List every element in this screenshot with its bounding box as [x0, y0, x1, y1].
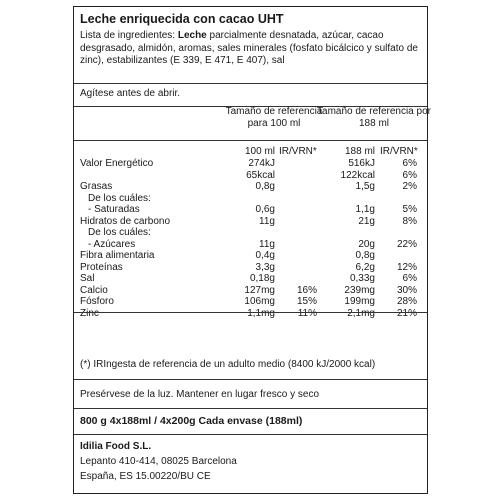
nutrient-value-ir188: 8% — [402, 215, 417, 227]
footnote: (*) IRIngesta de referencia de un adulto medio (8400 kJ/2000 kcal) — [80, 359, 376, 370]
nutrient-value-ir188: 5% — [402, 204, 417, 215]
nutrient-value-v188: 122kcal — [340, 169, 375, 181]
storage-note: Presérvese de la luz. Mantener en lugar fresco y seco — [80, 389, 320, 400]
nutrient-value-ir188: 6% — [402, 169, 417, 181]
product-title: Leche enriquecida con cacao UHT — [80, 12, 284, 26]
nutrient-value-ir188: 21% — [396, 307, 417, 319]
nutrient-value-v188: 239mg — [344, 284, 375, 296]
nutrient-value-v188: 0,8g — [355, 250, 375, 261]
ref-100-header-1: Tamaño de referencia — [225, 106, 323, 117]
ref-188-header-2: 188 ml — [358, 118, 389, 129]
nutrient-label: Fósforo — [80, 296, 114, 307]
col-irvrn-2-header: IR/VRN* — [380, 146, 418, 157]
shake-note: Agítese antes de abrir. — [80, 88, 181, 99]
nutrient-value-ir188: 22% — [396, 238, 417, 250]
nutrient-value-v100: 0,8g — [255, 181, 275, 192]
nutrient-label: - Saturadas — [88, 204, 140, 215]
nutrient-label: Calcio — [80, 284, 108, 296]
nutrient-value-v188: 20g — [358, 238, 375, 250]
nutrient-value-v188: 0,33g — [349, 273, 375, 284]
nutrient-label: Sal — [80, 273, 95, 284]
ingredients-prefix: Lista de ingredientes: — [80, 30, 178, 41]
ingredients-highlight: Leche — [177, 30, 207, 41]
ingredients-rest: parcialmente desnatada, azúcar, cacao desgrasado, almidón, aromas, sales minerales (fosfato bicálcico y sulfato de zinc), estabilizantes (E 339, E 471, E 407), sal — [80, 30, 418, 66]
nutrient-value-v188: 1,1g — [355, 204, 375, 215]
nutrient-value-v100: 11g — [259, 215, 275, 227]
nutrient-value-ir188: 6% — [402, 273, 417, 284]
nutrient-value-v100: 65kcal — [246, 169, 275, 181]
nutrient-value-v100: 3,3g — [255, 261, 275, 273]
nutrient-value-v188: 21g — [358, 215, 375, 227]
col-188ml-header: 188 ml — [344, 146, 375, 157]
nutrient-label: Grasas — [80, 181, 113, 192]
col-100ml-header: 100 ml — [244, 146, 275, 157]
nutrient-value-v188: 1,5g — [355, 181, 375, 192]
nutrient-value-ir188: 6% — [402, 158, 417, 169]
nutrient-value-ir188: 30% — [396, 284, 417, 296]
company-name: Idilia Food S.L. — [80, 441, 152, 452]
divider — [74, 312, 427, 313]
ingredients-list — [80, 30, 422, 68]
nutrient-value-ir188: 12% — [396, 261, 417, 273]
company-address: Lepanto 410-414, 08025 Barcelona — [80, 456, 237, 467]
nutrient-label: Valor Energético — [80, 158, 154, 169]
nutrient-value-v188: 199mg — [344, 296, 375, 307]
nutrient-value-ir188: 28% — [396, 296, 417, 307]
ref-188-header-1: Tamaño de referencia por — [317, 106, 431, 117]
company-registration: España, ES 15.00220/BU CE — [80, 471, 211, 482]
nutrient-value-ir188: 2% — [402, 181, 417, 192]
nutrient-label: Proteínas — [80, 261, 123, 273]
nutrient-value-v100: 127mg — [244, 284, 275, 296]
nutrient-label: Hidratos de carbono — [80, 215, 171, 227]
nutrient-label: De los cuáles: — [88, 192, 151, 204]
nutrient-label: De los cuáles: — [88, 227, 151, 238]
nutrient-value-ir100: 16% — [296, 284, 317, 296]
nutrient-value-v188: 6,2g — [355, 261, 375, 273]
divider — [74, 379, 427, 380]
ref-100-header-2: para 100 ml — [247, 118, 301, 129]
nutrient-value-v100: 0,6g — [255, 204, 275, 215]
divider — [74, 83, 427, 84]
nutrient-value-v100: 11g — [259, 238, 275, 250]
divider — [74, 434, 427, 435]
nutrient-label: Zinc — [80, 307, 99, 319]
nutrient-label: Fibra alimentaria — [80, 250, 155, 261]
nutrient-value-v100: 274kJ — [248, 158, 275, 169]
packaging-info: 800 g 4x188ml / 4x200g Cada envase (188ml) — [80, 415, 303, 427]
nutrient-label: - Azúcares — [88, 238, 136, 250]
nutrition-label — [73, 6, 431, 494]
nutrient-value-v100: 0,4g — [255, 250, 275, 261]
nutrient-value-ir100: 11% — [297, 307, 317, 319]
nutrient-value-ir100: 15% — [296, 296, 317, 307]
col-irvrn-1-header: IR/VRN* — [279, 146, 317, 157]
nutrient-value-v188: 2,1mg — [347, 307, 375, 319]
nutrient-value-v100: 106mg — [244, 296, 275, 307]
nutrient-value-v100: 1,1mg — [247, 307, 275, 319]
divider — [74, 408, 427, 409]
nutrient-value-v188: 516kJ — [348, 158, 375, 169]
nutrient-value-v100: 0,18g — [249, 273, 275, 284]
divider — [74, 140, 427, 141]
